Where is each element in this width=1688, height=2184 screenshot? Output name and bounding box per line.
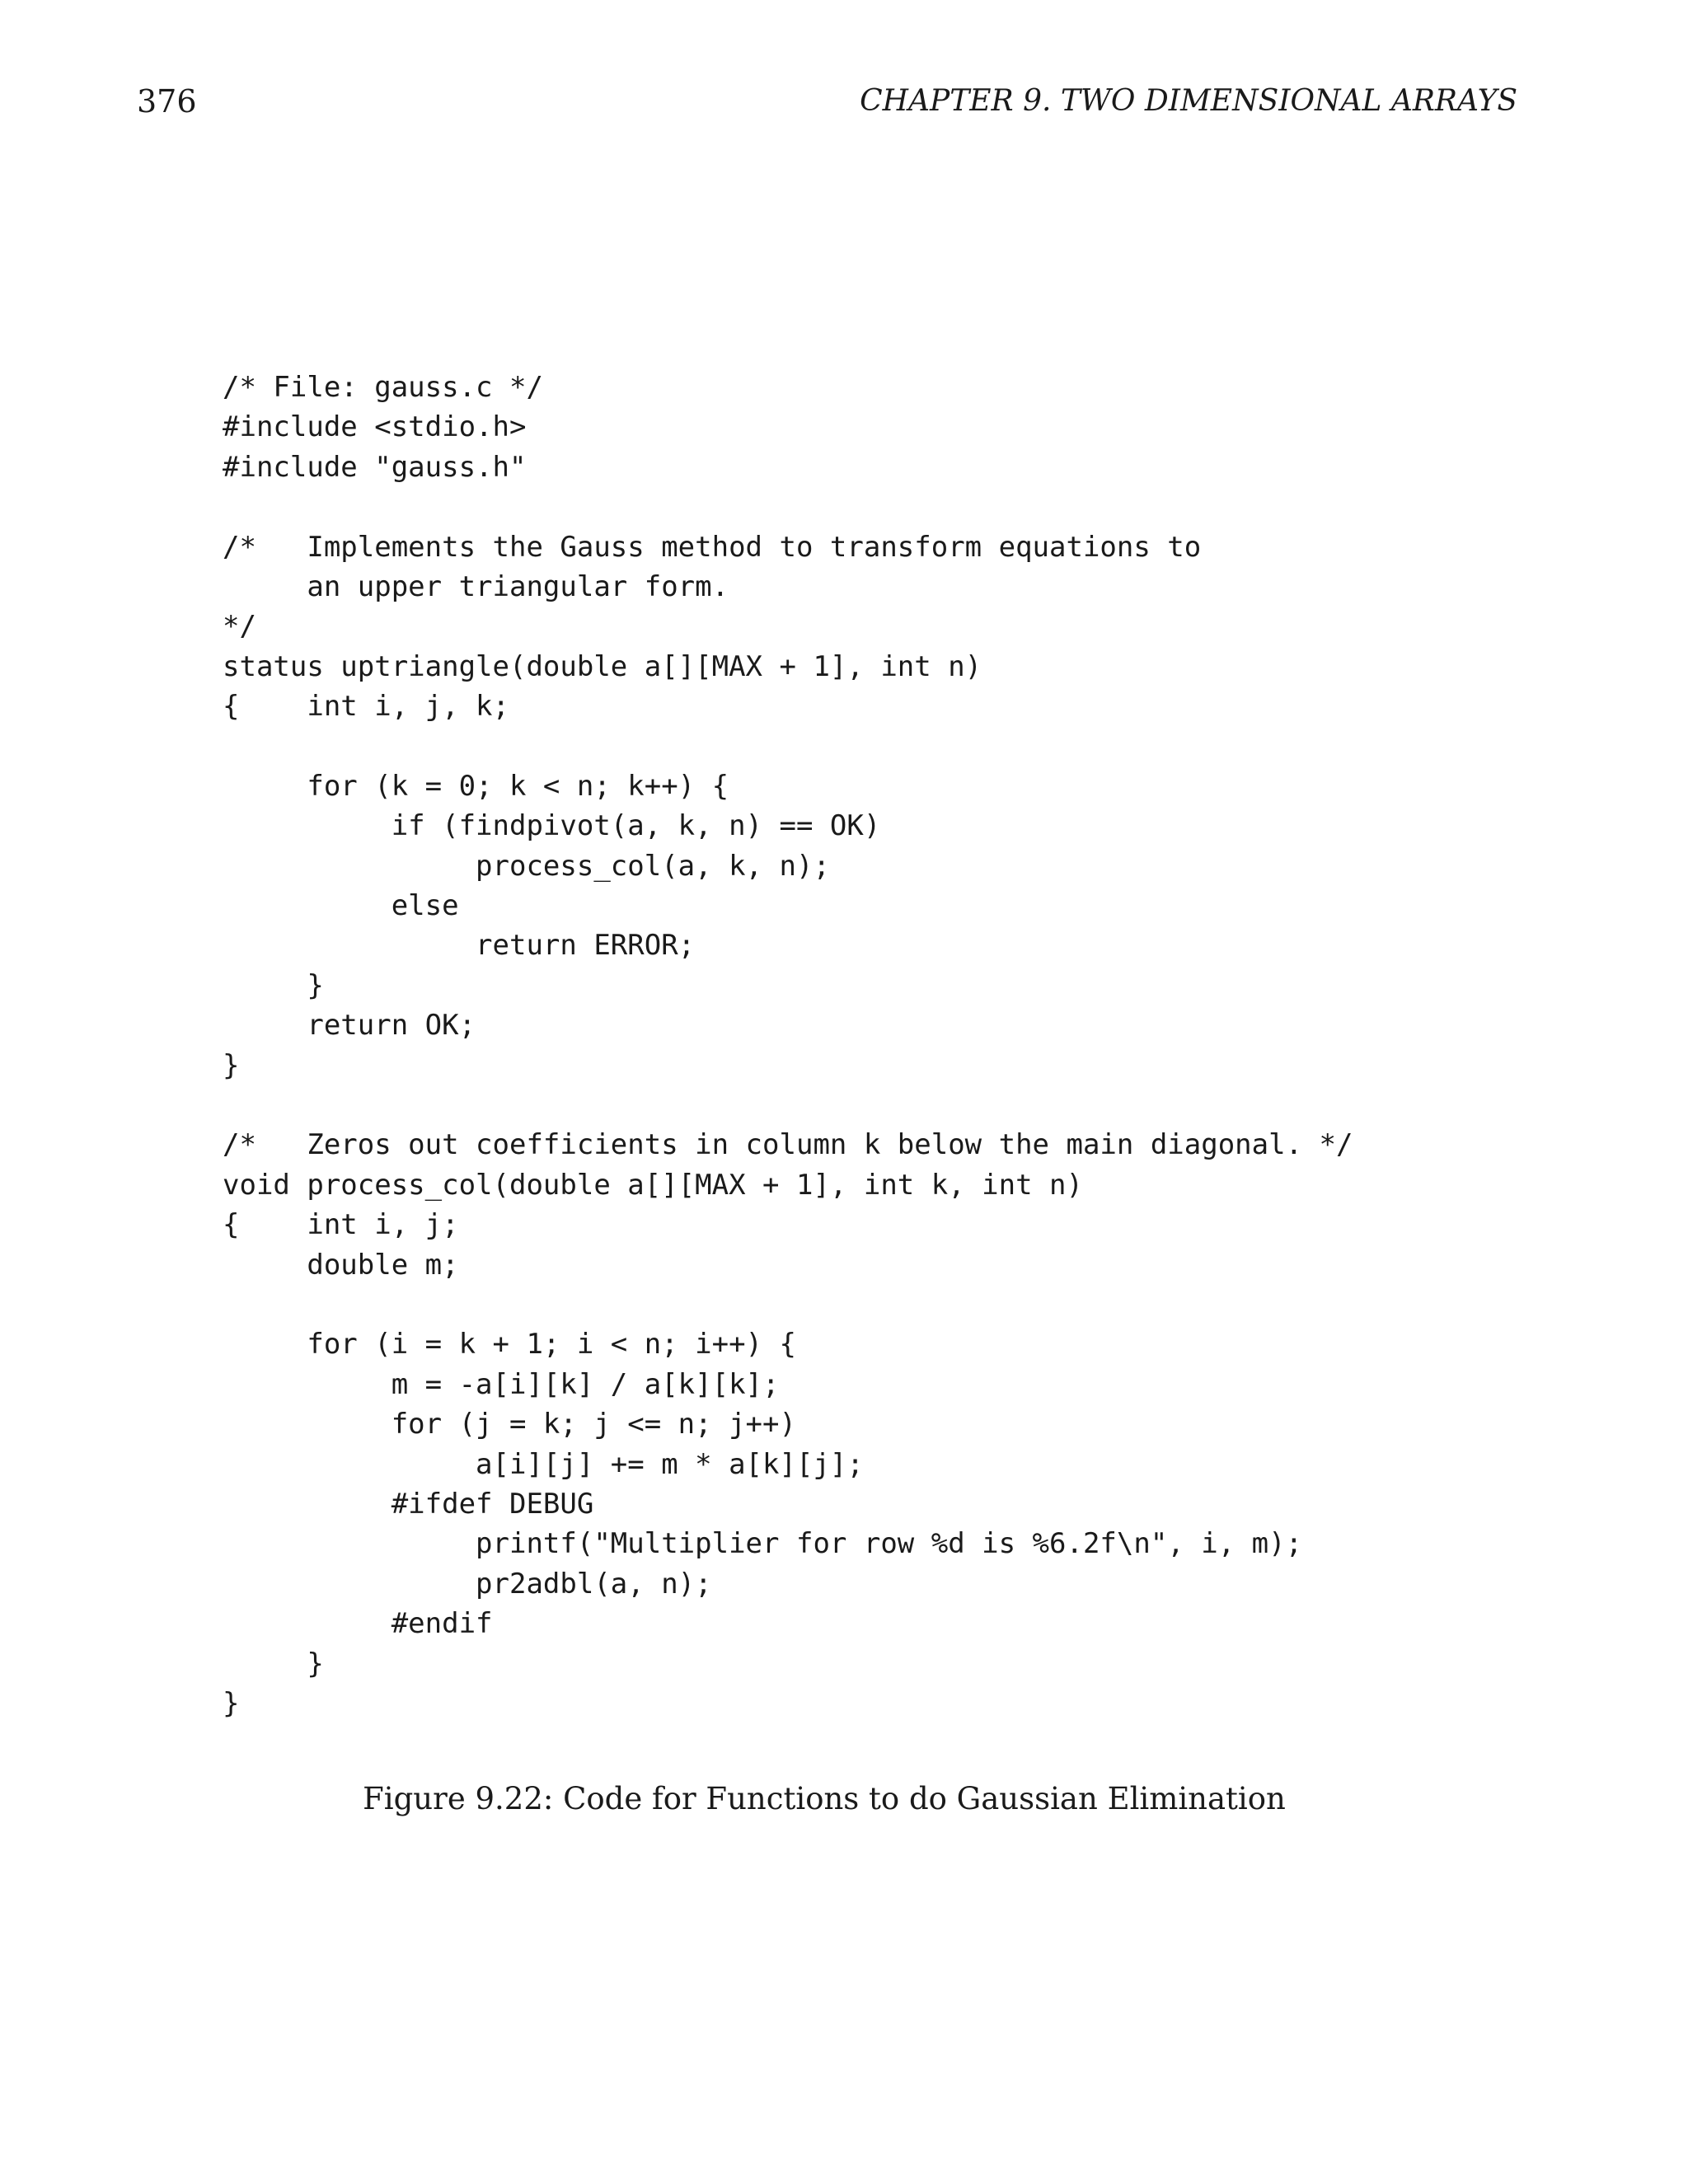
figure-caption: Figure 9.22: Code for Functions to do Gaussian Elimination	[363, 1781, 1286, 1816]
code-line: { int i, j;	[223, 1208, 459, 1242]
code-line: #include <stdio.h>	[223, 410, 527, 444]
code-line: an upper triangular form.	[223, 569, 729, 603]
code-line: return OK;	[223, 1009, 476, 1043]
code-line: void process_col(double a[][MAX + 1], int k, int n)	[223, 1168, 1083, 1202]
code-line: return ERROR;	[223, 929, 696, 963]
code-line: printf("Multiplier for row %d is %6.2f\n", i, m);	[223, 1527, 1303, 1561]
code-line	[223, 727, 1353, 766]
page-number: 376	[137, 83, 197, 120]
code-line: for (i = k + 1; i < n; i++) {	[223, 1328, 796, 1361]
code-line: /* Implements the Gauss method to transform equations to	[223, 530, 1202, 564]
code-line: for (k = 0; k < n; k++) {	[223, 769, 729, 803]
code-line: if (findpivot(a, k, n) == OK)	[223, 809, 881, 843]
code-line: /* Zeros out coefficients in column k below the main diagonal. */	[223, 1128, 1353, 1162]
code-line: }	[223, 1686, 240, 1720]
code-line: process_col(a, k, n);	[223, 849, 830, 883]
code-listing	[223, 368, 1353, 1723]
code-line: { int i, j, k;	[223, 690, 509, 724]
code-line: #include "gauss.h"	[223, 450, 527, 484]
code-line: }	[223, 1048, 240, 1082]
code-line: else	[223, 889, 459, 923]
code-line	[223, 487, 1353, 527]
code-line: pr2adbl(a, n);	[223, 1567, 712, 1601]
code-line	[223, 1085, 1353, 1125]
code-line: */	[223, 610, 256, 644]
code-line: #ifdef DEBUG	[223, 1487, 594, 1521]
code-line: status uptriangle(double a[][MAX + 1], int n)	[223, 649, 982, 683]
code-line: for (j = k; j <= n; j++)	[223, 1408, 796, 1441]
code-line: }	[223, 968, 324, 1002]
code-line: }	[223, 1647, 324, 1680]
code-line: double m;	[223, 1248, 459, 1282]
running-header: CHAPTER 9. TWO DIMENSIONAL ARRAYS	[860, 84, 1517, 118]
code-line: a[i][j] += m * a[k][j];	[223, 1447, 864, 1481]
code-line: m = -a[i][k] / a[k][k];	[223, 1367, 780, 1401]
code-line: #endif	[223, 1607, 493, 1641]
code-line	[223, 1285, 1353, 1324]
code-line: /* File: gauss.c */	[223, 371, 543, 404]
